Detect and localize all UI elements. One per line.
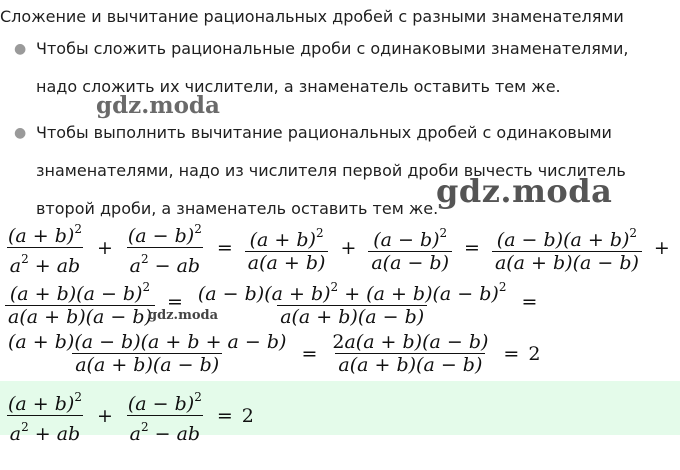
fraction: $\frac{(a - b)^2}{a(a - b)}$	[368, 222, 452, 274]
bullet-dot-icon: ●	[14, 41, 27, 57]
equation-line-2: $\frac{(a + b)(a - b)^2}{a(a + b)(a - b)}$ = $\frac{(a - b)(a + b)^2 + (a + b)(a - b)^2}{a(a + b)(a - b)}$ =	[2, 276, 546, 328]
rule-text: Чтобы выполнить вычитание рациональных дробей с одинаковыми знаменателями, надо из числителя первой дроби вычесть числитель второй дроби, а знаменатель оставить тем же.	[36, 123, 626, 218]
watermark: gdz.moda	[96, 92, 220, 119]
fraction: $\frac{(a - b)(a + b)^2}{a(a + b)(a - b)}$	[492, 222, 642, 274]
equation-line-1: $\frac{(a + b)^2}{a^2 + ab}$ + $\frac{(a - b)^2}{a^2 - ab}$ = $\frac{(a + b)^2}{a(a + b)}$ + $\frac{(a - b)^2}{a(a - b)}$ = $\frac{(a - b)(a + b)^2}{a(a + b)(a - b)}$ +	[2, 218, 679, 277]
fraction: $\frac{2a(a + b)(a - b)}{a(a + b)(a - b)}$	[332, 331, 489, 376]
fraction: $\frac{(a + b)^2}{a^2 + ab}$	[8, 222, 82, 277]
fraction: $\frac{(a + b)(a - b)^2}{a(a + b)(a - b)}$	[5, 276, 155, 328]
watermark: gdz.moda	[148, 308, 219, 323]
fraction: $\frac{(a - b)(a + b)^2 + (a + b)(a - b)^2}{a(a + b)(a - b)}$	[197, 280, 507, 328]
watermark: gdz.moda	[436, 172, 613, 210]
rule-text: Чтобы сложить рациональные дроби с одинаковыми знаменателями, надо сложить их числители, а знаменатель оставить тем же.	[36, 39, 629, 96]
bullet-dot-icon: ●	[14, 125, 27, 141]
equation-line-3: $\frac{(a + b)(a - b)(a + b + a - b)}{a(a + b)(a - b)}$ = $\frac{2a(a + b)(a - b)}{a(a + b)(a - b)}$ = 2	[2, 331, 540, 376]
fraction: $\frac{(a - b)^2}{a^2 - ab}$	[127, 222, 202, 277]
fraction: $\frac{(a - b)^2}{a^2 - ab}$	[127, 390, 202, 445]
fraction: $\frac{(a + b)(a - b)(a + b + a - b)}{a(a + b)(a - b)}$	[8, 331, 287, 376]
equation-result: $\frac{(a + b)^2}{a^2 + ab}$ + $\frac{(a - b)^2}{a^2 - ab}$ = 2	[2, 386, 254, 445]
section-heading: Сложение и вычитание рациональных дробей с разными знаменателями	[0, 7, 624, 26]
rule-subtraction	[0, 114, 666, 228]
fraction: $\frac{(a + b)^2}{a(a + b)}$	[245, 222, 329, 274]
fraction: $\frac{(a + b)^2}{a^2 + ab}$	[8, 390, 82, 445]
